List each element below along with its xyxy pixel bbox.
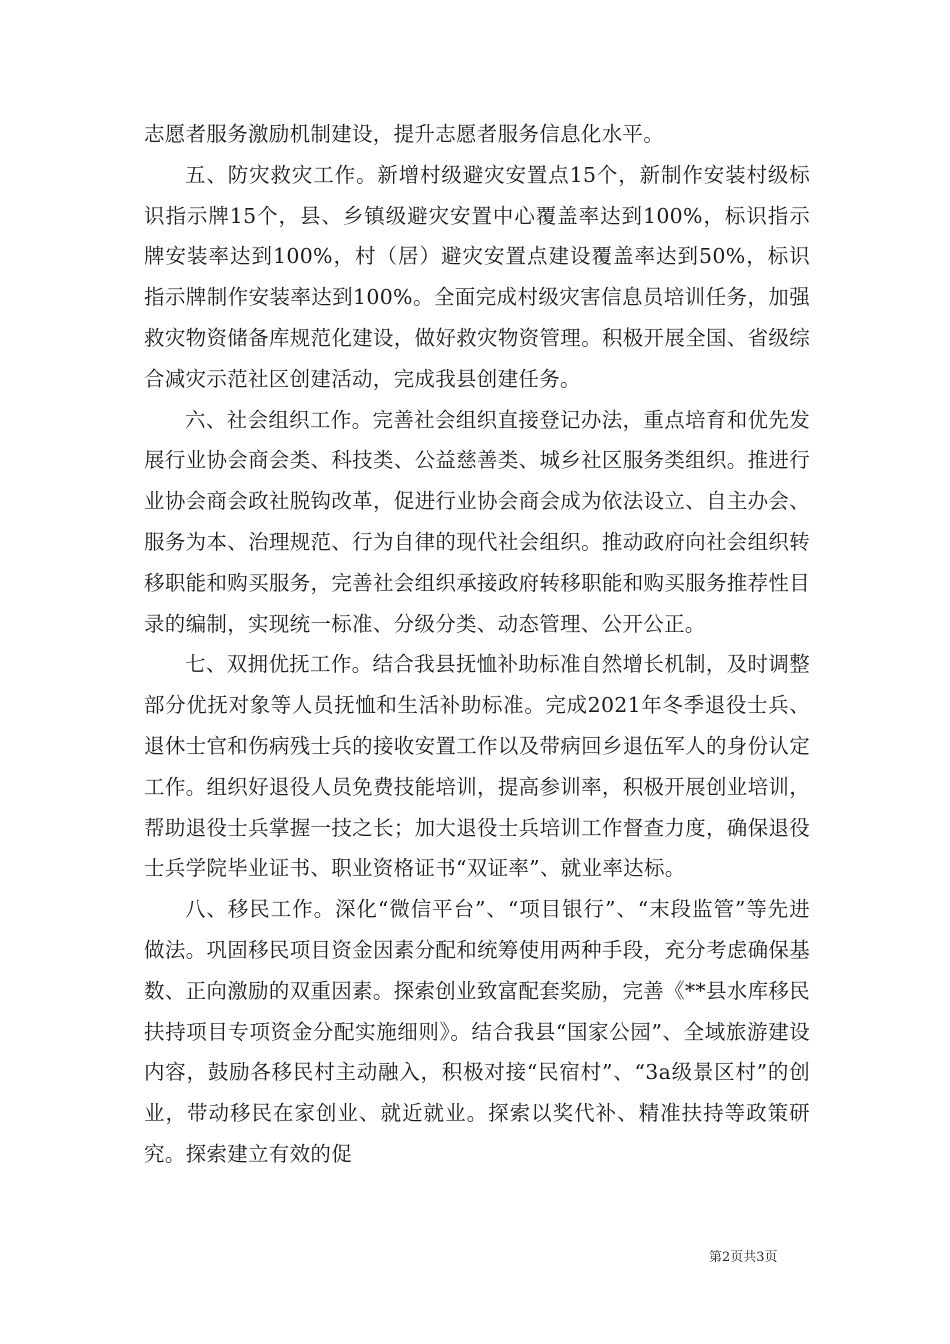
- paragraph-military-support: 七、双拥优抚工作。结合我县抚恤补助标准自然增长机制，及时调整部分优抚对象等人员抚恤和生活补助标准。完成2021年冬季退役士兵、退休士官和伤病残士兵的接收安置工作以及带病回乡退伍军人的身份认定工作。组织好退役人员免费技能培训，提高参训率，积极开展创业培训，帮助退役士兵掌握一技之长；加大退役士兵培训工作督查力度，确保退役士兵学院毕业证书、职业资格证书“双证率”、就业率达标。: [144, 652, 810, 881]
- paragraph-continuation: 志愿者服务激励机制建设，提升志愿者服务信息化水平。: [144, 122, 664, 146]
- document-body: [144, 114, 810, 1175]
- page-number-footer: 第2页共3页: [709, 1250, 778, 1265]
- paragraph-disaster-relief: 五、防灾救灾工作。新增村级避灾安置点15个，新制作安装村级标识指示牌15个，县、乡镇级避灾安置中心覆盖率达到100%，标识指示牌安装率达到100%，村（居）避灾安置点建设覆盖率达到50%，标识指示牌制作安装率达到100%。全面完成村级灾害信息员培训任务，加强救灾物资储备库规范化建设，做好救灾物资管理。积极开展全国、省级综合减灾示范社区创建活动，完成我县创建任务。: [144, 162, 810, 391]
- paragraph-migration-work: 八、移民工作。深化“微信平台”、“项目银行”、“末段监管”等先进做法。巩固移民项目资金因素分配和统筹使用两种手段，充分考虑确保基数、正向激励的双重因素。探索创业致富配套奖励，完善《**县水库移民扶持项目专项资金分配实施细则》。结合我县“国家公园”、全域旅游建设内容，鼓励各移民村主动融入，积极对接“民宿村”、“3a级景区村”的创业，带动移民在家创业、就近就业。探索以奖代补、精准扶持等政策研究。探索建立有效的促: [144, 897, 810, 1166]
- paragraph-social-organizations: 六、社会组织工作。完善社会组织直接登记办法，重点培育和优先发展行业协会商会类、科技类、公益慈善类、城乡社区服务类组织。推进行业协会商会政社脱钩改革，促进行业协会商会成为依法设立、自主办会、服务为本、治理规范、行为自律的现代社会组织。推动政府向社会组织转移职能和购买服务，完善社会组织承接政府转移职能和购买服务推荐性目录的编制，实现统一标准、分级分类、动态管理、公开公正。: [144, 407, 810, 636]
